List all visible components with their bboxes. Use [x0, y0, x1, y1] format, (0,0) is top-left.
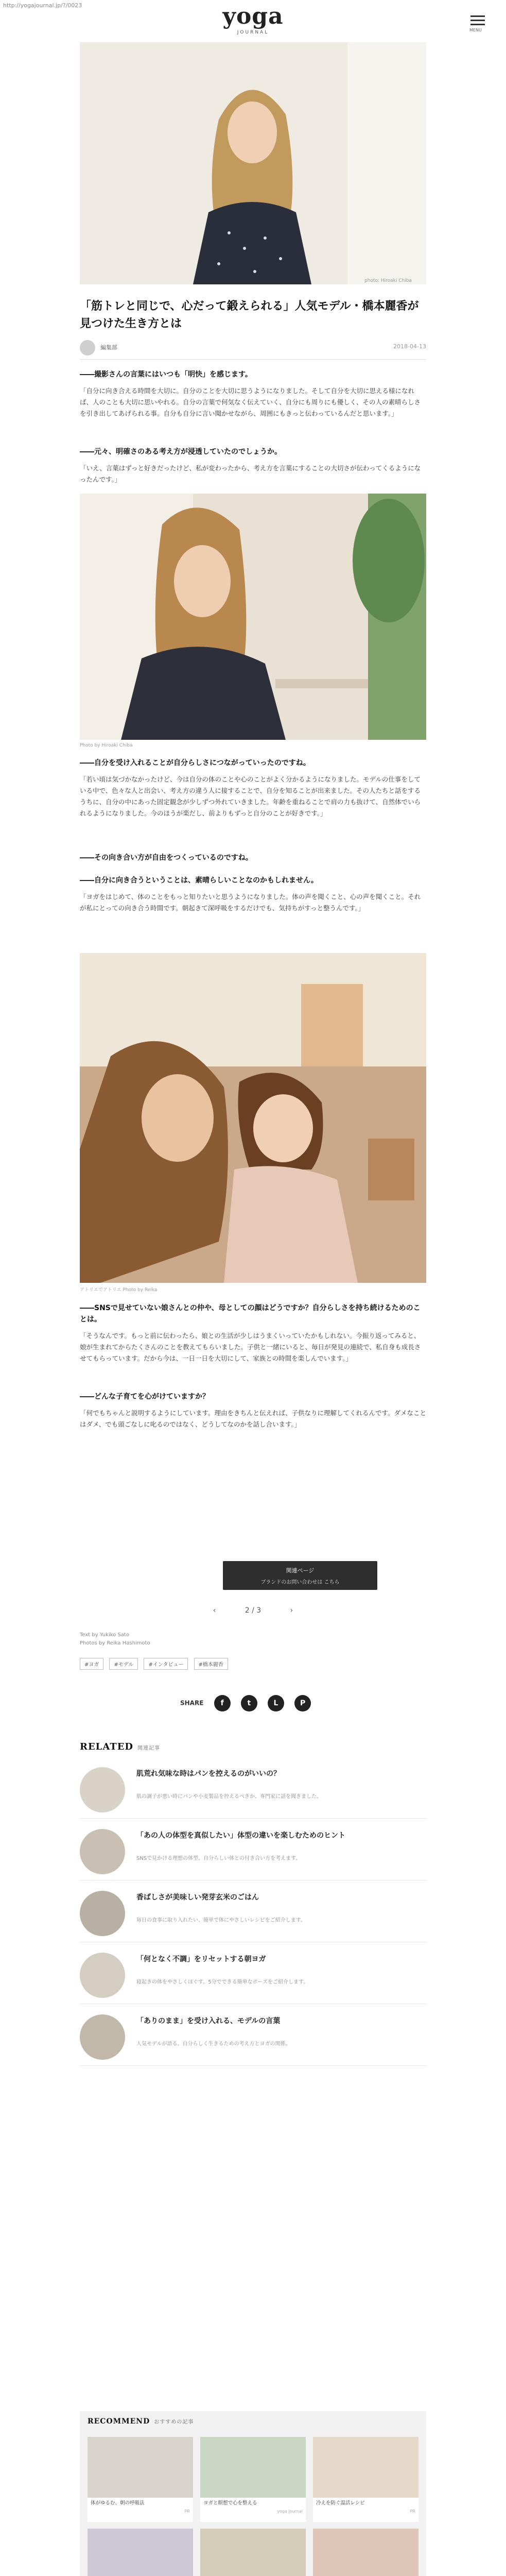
tag[interactable]: #モデル [109, 1658, 138, 1670]
hero-credit: photo: Hiroaki Chiba [364, 278, 412, 283]
related-item-title: 「あの人の体型を真似したい」体型の違いを楽しむためのヒント [136, 1832, 345, 1840]
prev-page-button[interactable]: ‹ [213, 1606, 216, 1615]
related-item-summary: 人気モデルが語る、自分らしく生きるための考え方とヨガの関係。 [136, 2041, 291, 2047]
paragraph-1: 「自分に向き合える時間を大切に。自分のことを大切に思うようになりました。そして自分を大切に思える様になれば、人のことも大切に思いやれる。自分の言葉で何気なく伝えていく、自分にも周りにも優しく、その人の素晴らしさを引き出してあげられる事。自分も自分に言い聞かせながら、周囲にもきっと伝わっているんだと思います。」 [80, 387, 421, 417]
article-source [80, 1631, 150, 1648]
menu-icon[interactable] [470, 15, 485, 26]
related-item-title: 「ありのまま」を受け入れる、モデルの言葉 [136, 2017, 281, 2025]
page-indicator: 2 / 3 [245, 1606, 261, 1615]
ad-line-1: 関連ページ [286, 1567, 315, 1574]
line-icon[interactable]: L [268, 1695, 284, 1711]
image-2-credit: アトリエでアトリエ Photo by Reika [80, 1287, 158, 1293]
tag[interactable]: #インタビュー [144, 1658, 188, 1670]
menu-label: MENU [469, 28, 482, 32]
pagination [0, 1606, 506, 1615]
question-7: ――どんな子育てを心がけていますか？ [80, 1393, 210, 1401]
related-item[interactable] [80, 1762, 426, 1819]
facebook-icon[interactable]: f [214, 1695, 231, 1711]
related-item-title: 香ばしさが美味しい発芽玄米のごはん [136, 1893, 259, 1902]
paragraph-2: 「いえ、言葉はずっと好きだったけど、私が変わったから、考え方を言葉にすることの大切さが伝わってくるようになったんです。」 [80, 464, 421, 483]
related-item[interactable] [80, 2009, 426, 2066]
site-logo[interactable]: yoga [222, 3, 284, 29]
article-title: 「筋トレと同じで、心だって鍛えられる」人気モデル・橋本麗香が見つけた生き方とは [80, 300, 419, 330]
related-item[interactable] [80, 1824, 426, 1880]
tag[interactable]: #橋本麗香 [194, 1658, 228, 1670]
related-item-summary: 毎日の食事に取り入れたい、簡単で体にやさしいレシピをご紹介します。 [136, 1918, 306, 1923]
recommend-card[interactable] [200, 2437, 306, 2522]
paragraph-6: 「何でもちゃんと説明するようにしています。理由をきちんと伝えれば、子供なりに理解してくれるんです。ダメなことはダメ、でも頭ごなしに叱るのではなく、どうしてなのかを話し合います。」 [80, 1409, 427, 1428]
recommend-card-source: PR [410, 2509, 415, 2514]
article-image-1 [80, 494, 426, 740]
next-page-button[interactable]: › [290, 1606, 293, 1615]
related-item-title: 「何となく不調」をリセットする朝ヨガ [136, 1955, 266, 1963]
recommend-card[interactable] [313, 2529, 418, 2576]
article-image-2 [80, 953, 426, 1283]
question-6: ――SNSで見せていない娘さんとの仲や、母としての顔はどうですか？自分らしさを持ち続けるためのことは。 [80, 1304, 421, 1324]
related-thumbnail [80, 1891, 125, 1936]
pocket-icon[interactable]: P [294, 1695, 311, 1711]
twitter-icon[interactable]: t [241, 1695, 257, 1711]
question-2: ――元々、明確さのある考え方が浸透していたのでしょうか。 [80, 448, 282, 456]
recommend-card-image [88, 2437, 193, 2498]
recommend-card[interactable] [313, 2437, 418, 2522]
recommend-card[interactable] [200, 2529, 306, 2576]
recommend-subtitle: おすすめの記事 [154, 2419, 194, 2425]
paragraph-4: 「ヨガをはじめて、体のことをもっと知りたいと思うようになりました。体の声を聞くこと、心の声を聞くこと。それが私にとっての向き合う時間です。朝起きて深呼吸をするだけでも、気持ちがすっと整うんです。」 [80, 893, 421, 912]
share-bar [180, 1695, 311, 1711]
question-4: ――その向き合い方が自由をつくっているのですね。 [80, 854, 253, 862]
related-heading [80, 1741, 160, 1752]
share-label: SHARE [180, 1699, 204, 1707]
recommend-heading [88, 2417, 194, 2426]
tag-list [80, 1658, 231, 1670]
hero-image [80, 42, 426, 284]
related-item-summary: 寝起きの体をやさしくほぐす、5分でできる簡単なポーズをご紹介します。 [136, 1979, 309, 1985]
recommend-card-image [88, 2529, 193, 2576]
related-item-title: 肌荒れ気味な時はパンを控えるのがいいの？ [136, 1770, 281, 1778]
question-5: ――自分に向き合うということは、素晴らしいことなのかもしれません。 [80, 876, 318, 885]
related-item[interactable] [80, 1947, 426, 2004]
recommend-card-source: yoga journal [277, 2509, 303, 2514]
question-3: ――自分を受け入れることが自分らしさにつながっていったのですね。 [80, 759, 310, 767]
recommend-card-title: ヨガと瞑想で心を整える [203, 2500, 257, 2506]
related-item-summary: SNSで見かける理想の体型。自分らしい体との付き合い方を考えます。 [136, 1856, 301, 1861]
recommend-card-title: 冷えを防ぐ温活レシピ [316, 2500, 365, 2506]
recommend-card-image [200, 2437, 306, 2498]
related-subtitle: 関連記事 [137, 1745, 161, 1751]
recommend-card[interactable] [88, 2437, 193, 2522]
recommend-title: RECOMMEND [88, 2417, 150, 2426]
image-1-credit: Photo by Hiroaki Chiba [80, 743, 133, 748]
related-item[interactable] [80, 1886, 426, 1942]
source-text: Text by Yukiko Sato [80, 1632, 129, 1638]
tag[interactable]: #ヨガ [80, 1658, 103, 1670]
recommend-card[interactable] [88, 2529, 193, 2576]
related-thumbnail [80, 1953, 125, 1998]
related-thumbnail [80, 2014, 125, 2060]
paragraph-3: 「若い頃は気づかなかったけど、今は自分の体のことや心のことがよく分かるようになりました。モデルの仕事をしている中で、色々な人と出会い、考え方の違う人に接することで、自分を知ることが出来ました。その人たちと話をするうちに、自分の中にあった固定観念が少しずつ外れていきました。年齢を重ねることで肩の力も抜けて、自然体でいられるようになりました。今のほうが楽だし、前よりもずっと自分のことが好きです。」 [80, 775, 421, 817]
article-byline [80, 339, 426, 360]
ad-banner[interactable] [223, 1561, 377, 1590]
paragraph-5: 「そうなんです。もっと前に伝わったら、娘との生活が少しはうまくいっていたかもしれない。今振り返ってみると、娘が生まれてからたくさんのことを教えてもらいました。子供と一緒にいると、毎日が発見の連続で、私自身も成長させてもらっています。だから今は、一日一日を大切にして、家族との時間を楽しんでいます。」 [80, 1332, 421, 1362]
recommend-card-title: 体がゆるむ、朝の呼吸法 [91, 2500, 145, 2506]
related-item-summary: 肌の調子が悪い時にパンや小麦製品を控えるべきか、専門家に話を聞きました。 [136, 1794, 322, 1800]
author-avatar [80, 340, 95, 355]
recommend-card-source: PR [184, 2509, 190, 2514]
related-title: RELATED [80, 1741, 134, 1752]
publish-date: 2018-04-13 [393, 343, 426, 350]
page-url: http://yogajournal.jp/?/0023 [3, 2, 82, 9]
related-thumbnail [80, 1767, 125, 1812]
question-1: ――撮影さんの言葉にはいつも「明快」を感じます。 [80, 370, 252, 379]
site-logo-sub: JOURNAL [237, 30, 269, 35]
author-name[interactable]: 編集部 [100, 344, 117, 351]
related-thumbnail [80, 1829, 125, 1874]
recommend-card-image [200, 2529, 306, 2576]
recommend-card-image [313, 2529, 418, 2576]
recommend-card-image [313, 2437, 418, 2498]
source-photos: Photos by Reika Hashimoto [80, 1640, 150, 1646]
ad-line-2: ブランドのお問い合わせは こちら [260, 1580, 340, 1585]
